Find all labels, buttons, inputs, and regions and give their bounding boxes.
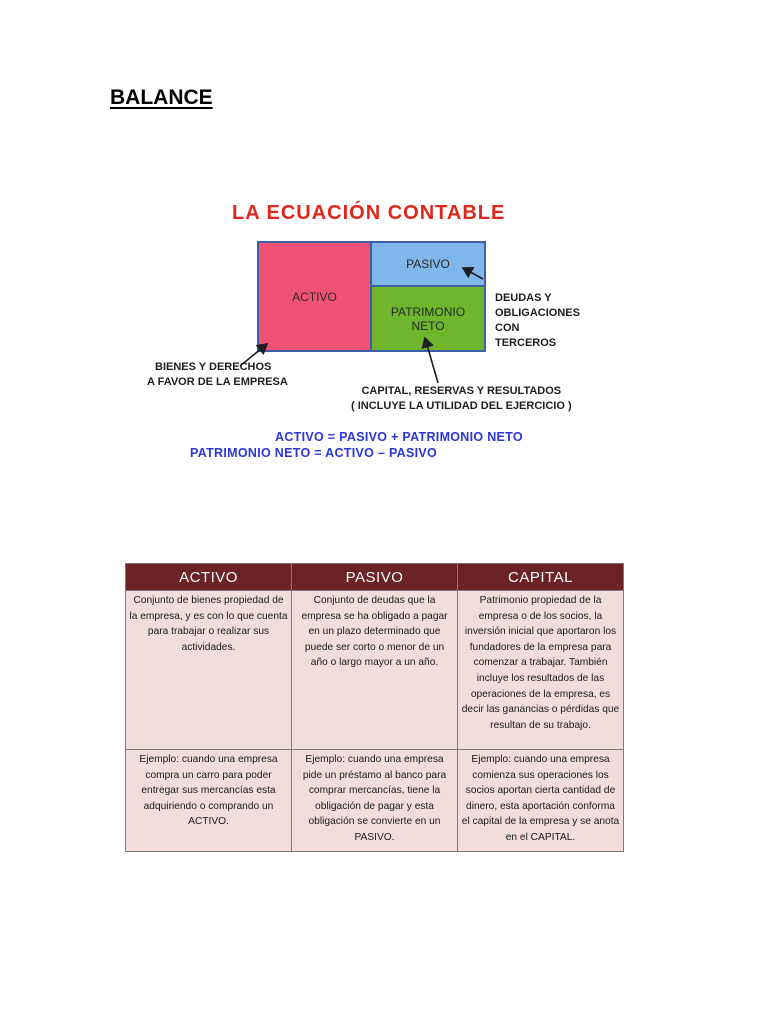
accounting-equation-figure	[145, 196, 615, 471]
equation-2: PATRIMONIO NETO = ACTIVO – PASIVO	[190, 446, 438, 460]
equation-1: ACTIVO = PASIVO + PATRIMONIO NETO	[275, 430, 523, 444]
page-title: BALANCE	[110, 86, 213, 109]
patrimonio-box-label: PATRIMONIO NETO	[390, 304, 466, 333]
note-capital	[351, 384, 572, 414]
note-line: CON	[495, 322, 520, 334]
table-row	[126, 591, 624, 750]
note-line: OBLIGACIONES	[495, 307, 580, 319]
cell-capital-example: Ejemplo: cuando una empresa comienza sus operaciones los socios aportan cierta cantidad de dinero, esta aportación conforma el capital de la empresa y se anota en el CAPITAL.	[458, 750, 624, 852]
cell-activo-example: Ejemplo: cuando una empresa compra un carro para poder entregar sus mercancías esta adquiriendo o comprando un ACTIVO.	[126, 750, 292, 852]
note-line: BIENES Y DERECHOS	[155, 361, 272, 373]
header-pasivo: PASIVO	[292, 564, 458, 591]
note-deudas	[495, 291, 580, 351]
pasivo-box-label: PASIVO	[406, 257, 450, 271]
balance-table	[125, 563, 624, 852]
note-bienes	[147, 360, 288, 390]
header-activo: ACTIVO	[126, 564, 292, 591]
cell-pasivo-example: Ejemplo: cuando una empresa pide un préstamo al banco para comprar mercancías, tiene la obligación de pagar y esta obligación se convierte en un PASIVO.	[292, 750, 458, 852]
cell-activo-definition: Conjunto de bienes propiedad de la empresa, y es con lo que cuenta para trabajar o realizar sus actividades.	[126, 591, 292, 750]
note-line: TERCEROS	[495, 337, 557, 349]
table-header-row	[126, 564, 624, 591]
arrow-deudas	[463, 268, 483, 279]
header-capital: CAPITAL	[458, 564, 624, 591]
note-line: DEUDAS Y	[495, 292, 552, 304]
note-line: CAPITAL, RESERVAS Y RESULTADOS	[361, 385, 562, 397]
note-line: ( INCLUYE LA UTILIDAD DEL EJERCICIO )	[351, 400, 572, 412]
figure-title: LA ECUACIÓN CONTABLE	[232, 202, 506, 224]
cell-capital-definition: Patrimonio propiedad de la empresa o de los socios, la inversión inicial que aportaron los fundadores de la empresa para comenzar a trabajar. También incluye los resultados de las operaciones de la empresa, es decir las ganancias o pérdidas que resultan de su trabajo.	[458, 591, 624, 750]
note-line: A FAVOR DE LA EMPRESA	[147, 376, 288, 388]
table-row	[126, 750, 624, 852]
cell-pasivo-definition: Conjunto de deudas que la empresa se ha obligado a pagar en un plazo determinado que puede ser corto o menor de un año o largo mayor a un año.	[292, 591, 458, 750]
activo-box-label: ACTIVO	[292, 289, 337, 304]
arrow-capital	[425, 338, 438, 383]
